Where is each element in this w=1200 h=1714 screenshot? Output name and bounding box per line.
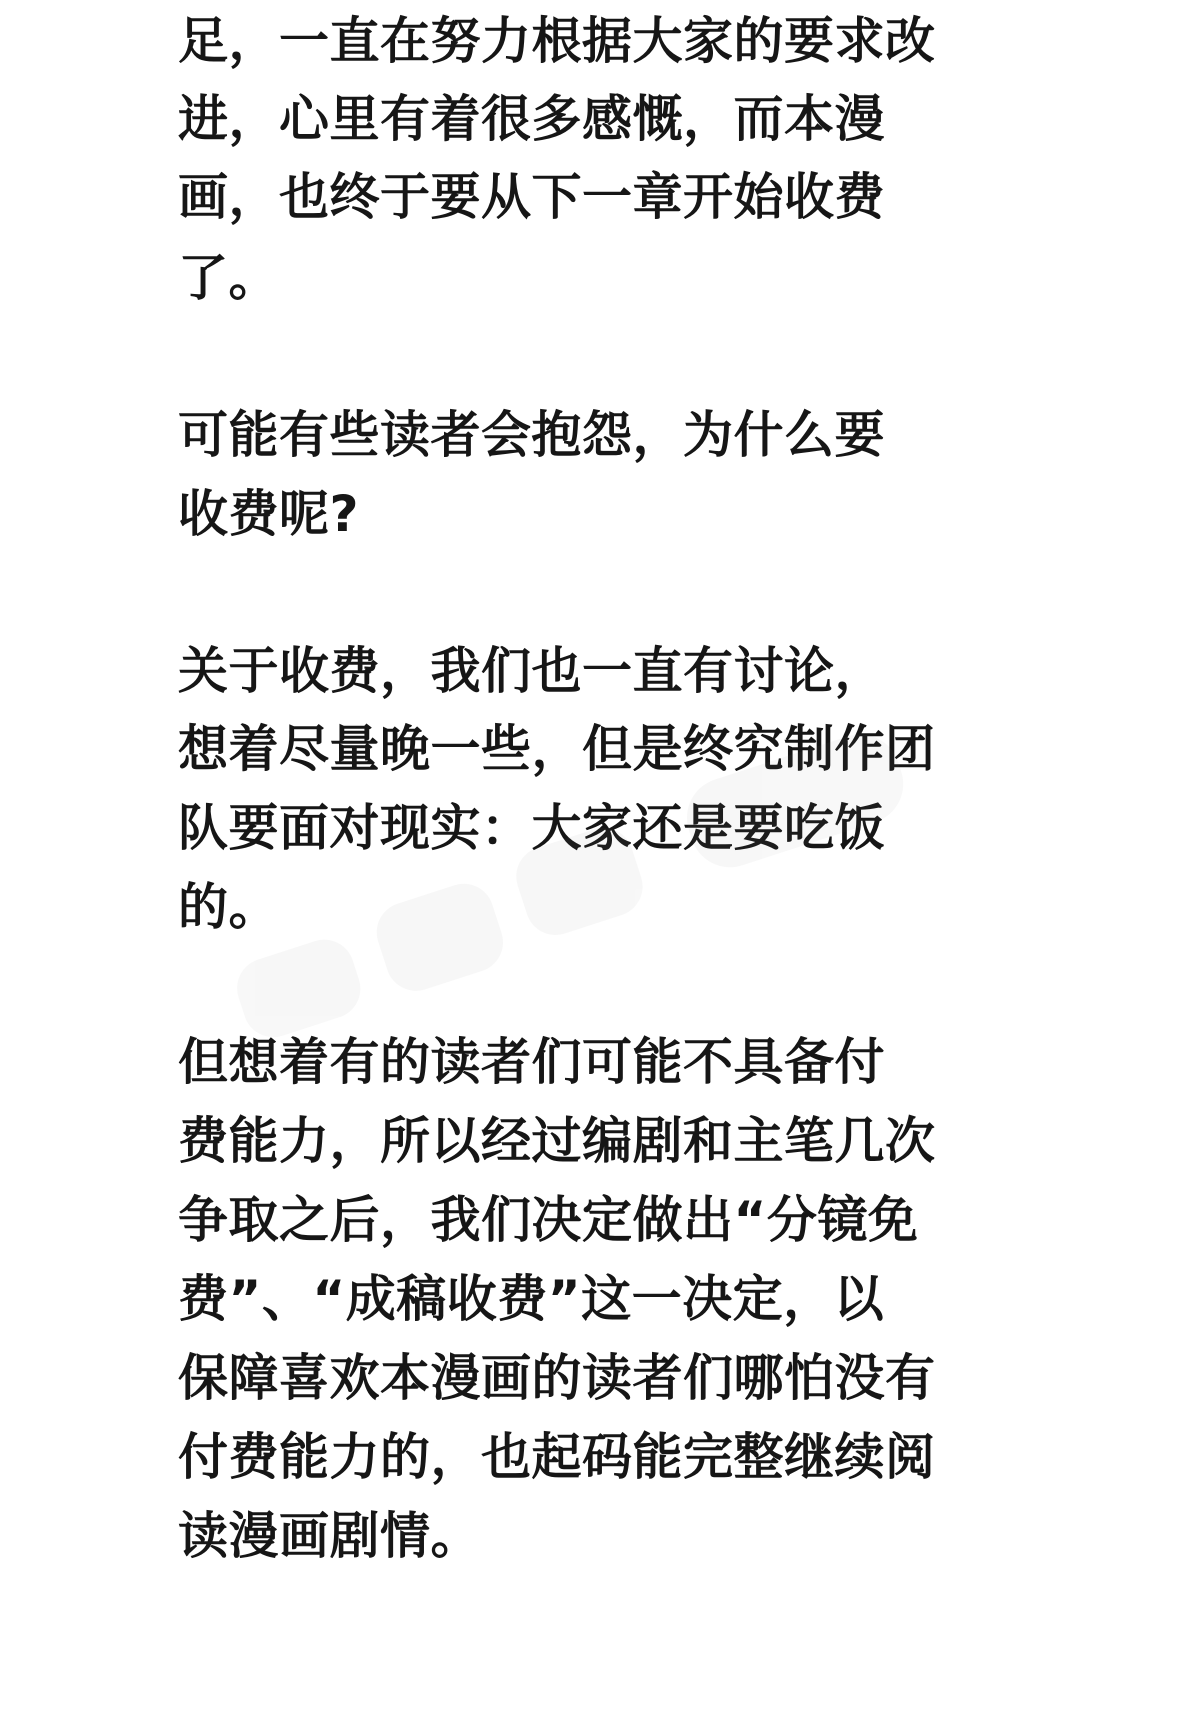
paragraph-4-line-4: 费”、“成稿收费”这一决定，以: [178, 1270, 885, 1328]
paragraph-3-line-4: 的。: [178, 878, 279, 936]
paragraph-4-line-6: 付费能力的，也起码能完整继续阅: [178, 1428, 936, 1486]
paragraph-3-line-2: 想着尽量晚一些，但是终究制作团: [178, 720, 936, 778]
paragraph-1-line-2: 进，心里有着很多感慨，而本漫: [178, 90, 885, 148]
paragraph-1-line-3: 画，也终于要从下一章开始收费: [178, 168, 885, 226]
paragraph-4-line-3: 争取之后，我们决定做出“分镜免: [178, 1191, 919, 1249]
paragraph-4-line-5: 保障喜欢本漫画的读者们哪怕没有: [178, 1349, 936, 1407]
paragraph-2-line-2: 收费呢?: [178, 485, 360, 543]
paragraph-4-line-1: 但想着有的读者们可能不具备付: [178, 1033, 885, 1091]
paragraph-1-line-1: 足，一直在努力根据大家的要求改: [178, 12, 936, 70]
paragraph-4-line-2: 费能力，所以经过编剧和主笔几次: [178, 1112, 936, 1170]
paragraph-1-line-4: 了。: [178, 249, 279, 307]
paragraph-2-line-1: 可能有些读者会抱怨，为什么要: [178, 406, 885, 464]
paragraph-3-line-1: 关于收费，我们也一直有讨论，: [178, 642, 885, 700]
paragraph-3-line-3: 队要面对现实：大家还是要吃饭: [178, 799, 885, 857]
paragraph-4-line-7: 读漫画剧情。: [178, 1507, 481, 1565]
